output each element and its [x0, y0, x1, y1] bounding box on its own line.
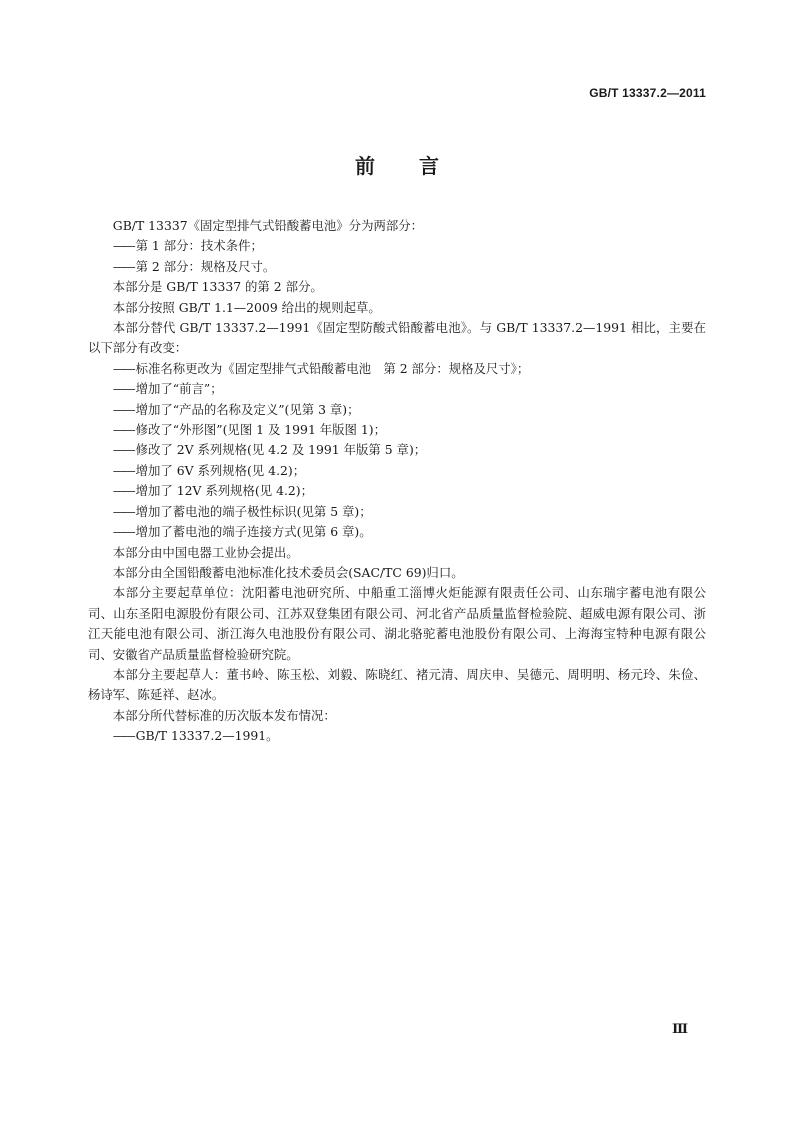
paragraph: 本部分主要起草人：董书岭、陈玉松、刘毅、陈晓红、褚元清、周庆申、吴德元、周明明、杨元玲、朱俭、杨诗军、陈延祥、赵冰。: [88, 666, 706, 703]
list-item: —— 增加了“前言”；: [88, 379, 706, 399]
list-item: —— 第 1 部分：技术条件；: [88, 236, 706, 256]
list-item: —— 标准名称更改为《固定型排气式铅酸蓄电池 第 2 部分：规格及尺寸》；: [88, 359, 706, 379]
list-item: —— 增加了 12V 系列规格(见 4.2)；: [88, 481, 706, 501]
list-item: —— 增加了“产品的名称及定义”(见第 3 章)；: [88, 400, 706, 420]
paragraph: 本部分由全国铅酸蓄电池标准化技术委员会(SAC/TC 69)归口。: [112, 564, 464, 580]
list-item: —— 增加了 6V 系列规格(见 4.2)；: [88, 461, 706, 481]
list-item: —— 修改了 2V 系列规格(见 4.2 及 1991 年版第 5 章)；: [88, 440, 706, 460]
title-char-1: 前: [355, 154, 375, 178]
paragraph: 本部分是 GB/T 13337 的第 2 部分。: [112, 279, 323, 295]
foreword-body: [88, 216, 706, 747]
list-item: —— 增加了蓄电池的端子连接方式(见第 6 章)。: [88, 522, 706, 542]
paragraph: 本部分主要起草单位：沈阳蓄电池研究所、中船重工淄博火炬能源有限责任公司、山东瑞宇蓄电池有限公司、山东圣阳电源股份有限公司、江苏双登集团有限公司、河北省产品质量监督检验院、超威电源有限公司、浙江天能电池有限公司、浙江海久电池股份有限公司、湖北骆驼蓄电池股份有限公司、上海海宝特种电源有限公司、安徽省产品质量监督检验研究院。: [88, 585, 706, 662]
page-title: [0, 150, 794, 179]
list-item: —— 增加了蓄电池的端子极性标识(见第 5 章)；: [88, 502, 706, 522]
paragraph: 本部分替代 GB/T 13337.2—1991《固定型防酸式铅酸蓄电池》。与 GB/T 13337.2—1991 相比，主要在以下部分有改变：: [88, 320, 706, 356]
title-char-2: 言: [419, 154, 439, 178]
list-item: —— 第 2 部分：规格及尺寸。: [88, 257, 706, 277]
page-number: Ⅲ: [672, 1022, 688, 1037]
paragraph: 本部分所代替标准的历次版本发布情况：: [112, 707, 336, 723]
paragraph: GB/T 13337《固定型排气式铅酸蓄电池》分为两部分：: [112, 218, 424, 233]
paragraph: 本部分按照 GB/T 1.1—2009 给出的规则起草。: [112, 299, 381, 315]
list-item: —— GB/T 13337.2—1991。: [88, 726, 706, 746]
list-item: —— 修改了“外形图”(见图 1 及 1991 年版图 1)；: [88, 420, 706, 440]
standard-number: GB/T 13337.2—2011: [589, 86, 706, 100]
paragraph: 本部分由中国电器工业协会提出。: [112, 544, 299, 560]
